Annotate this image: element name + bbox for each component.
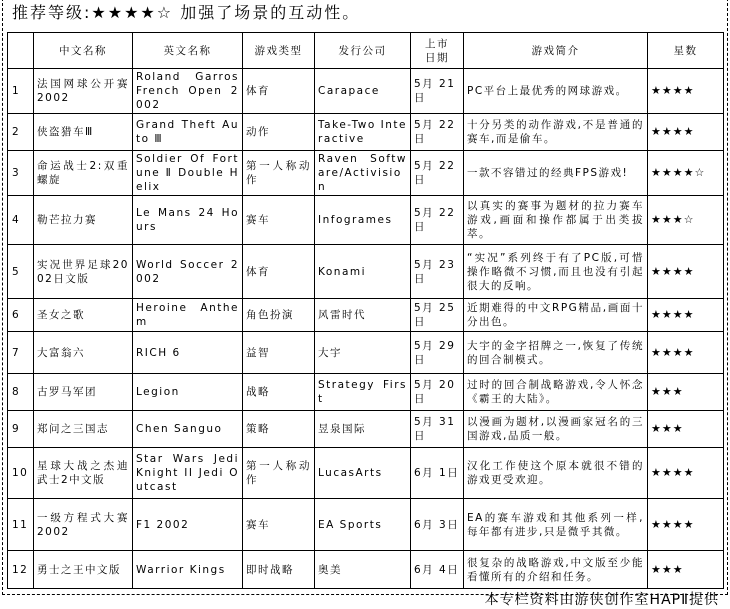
header-chinese-name: 中文名称	[34, 33, 133, 69]
release-date-cell: 5月 22日	[411, 151, 464, 196]
release-date-cell: 5月 22日	[411, 114, 464, 151]
description-cell: 过时的回合制战略游戏,令人怀念《霸王的大陆》。	[464, 374, 648, 411]
publisher-cell: 昱泉国际	[315, 411, 411, 448]
rating-cell: ★★★	[648, 551, 724, 589]
description-cell: 一款不容错过的经典FPS游戏!	[464, 151, 648, 196]
chinese-name-cell: 法国网球公开赛2002	[34, 69, 133, 114]
table-row	[8, 448, 724, 499]
header-release-date: 上市日期	[411, 33, 464, 69]
english-name-cell: Heroine Anthem	[133, 299, 243, 332]
english-name-cell: Grand Theft Auto Ⅲ	[133, 114, 243, 151]
table-row	[8, 411, 724, 448]
publisher-cell: 奥美	[315, 551, 411, 589]
chinese-name-cell: 勇士之王中文版	[34, 551, 133, 589]
rating-cell: ★★★★	[648, 332, 724, 374]
release-date-cell: 5月 25日	[411, 299, 464, 332]
genre-cell: 第一人称动作	[243, 448, 315, 499]
chinese-name-cell: 大富翁六	[34, 332, 133, 374]
rating-cell: ★★★★	[648, 114, 724, 151]
chinese-name-cell: 勒芒拉力赛	[34, 196, 133, 245]
chinese-name-cell: 命运战士2:双重螺旋	[34, 151, 133, 196]
row-index-cell: 4	[8, 196, 34, 245]
description-cell: “实况”系列终于有了PC版,可惜操作略微不习惯,而且也没有引起很大的反响。	[464, 245, 648, 299]
header-genre: 游戏类型	[243, 33, 315, 69]
release-date-cell: 6月 4日	[411, 551, 464, 589]
genre-cell: 动作	[243, 114, 315, 151]
table-row	[8, 69, 724, 114]
table-row	[8, 114, 724, 151]
description-cell: 以真实的赛事为题材的拉力赛车游戏,画面和操作都属于出类拔萃。	[464, 196, 648, 245]
release-date-cell: 5月 29日	[411, 332, 464, 374]
description-cell: 以漫画为题材,以漫画家冠名的三国游戏,品质一般。	[464, 411, 648, 448]
english-name-cell: F1 2002	[133, 499, 243, 551]
description-cell: 汉化工作使这个原本就很不错的游戏更受欢迎。	[464, 448, 648, 499]
english-name-cell: Legion	[133, 374, 243, 411]
table-row	[8, 332, 724, 374]
release-date-cell: 5月 21日	[411, 69, 464, 114]
publisher-cell: Strategy First	[315, 374, 411, 411]
table-row	[8, 374, 724, 411]
english-name-cell: World Soccer 2002	[133, 245, 243, 299]
row-index-cell: 7	[8, 332, 34, 374]
chinese-name-cell: 实况世界足球2002日文版	[34, 245, 133, 299]
publisher-cell: Infogrames	[315, 196, 411, 245]
row-index-cell: 5	[8, 245, 34, 299]
description-cell: 近期难得的中文RPG精品,画面十分出色。	[464, 299, 648, 332]
release-date-cell: 6月 1日	[411, 448, 464, 499]
chinese-name-cell: 郑问之三国志	[34, 411, 133, 448]
genre-cell: 策略	[243, 411, 315, 448]
rating-cell: ★★★	[648, 374, 724, 411]
genre-cell: 体育	[243, 69, 315, 114]
row-index-cell: 10	[8, 448, 34, 499]
genre-cell: 体育	[243, 245, 315, 299]
header-rating: 星数	[648, 33, 724, 69]
genre-cell: 战略	[243, 374, 315, 411]
table-header-row	[8, 33, 724, 69]
chinese-name-cell: 侠盗猎车Ⅲ	[34, 114, 133, 151]
publisher-cell: 大宇	[315, 332, 411, 374]
chinese-name-cell: 星球大战之杰迪武士2中文版	[34, 448, 133, 499]
publisher-cell: EA Sports	[315, 499, 411, 551]
english-name-cell: Le Mans 24 Hours	[133, 196, 243, 245]
chinese-name-cell: 古罗马军团	[34, 374, 133, 411]
genre-cell: 赛车	[243, 196, 315, 245]
row-index-cell: 6	[8, 299, 34, 332]
chinese-name-cell: 圣女之歌	[34, 299, 133, 332]
rating-cell: ★★★	[648, 411, 724, 448]
row-index-cell: 3	[8, 151, 34, 196]
rating-cell: ★★★★	[648, 245, 724, 299]
row-index-cell: 12	[8, 551, 34, 589]
header-publisher: 发行公司	[315, 33, 411, 69]
game-release-table	[7, 32, 724, 589]
recommendation-title: 推荐等级:★★★★☆ 加强了场景的互动性。	[12, 3, 361, 22]
release-date-cell: 5月 23日	[411, 245, 464, 299]
english-name-cell: Roland Garros French Open 2002	[133, 69, 243, 114]
content-area	[7, 32, 723, 609]
genre-cell: 即时战略	[243, 551, 315, 589]
row-index-cell: 11	[8, 499, 34, 551]
table-row	[8, 551, 724, 589]
table-row	[8, 151, 724, 196]
header-english-name: 英文名称	[133, 33, 243, 69]
row-index-cell: 1	[8, 69, 34, 114]
english-name-cell: Chen Sanguo	[133, 411, 243, 448]
rating-cell: ★★★★	[648, 448, 724, 499]
english-name-cell: RICH 6	[133, 332, 243, 374]
rating-cell: ★★★★	[648, 69, 724, 114]
description-cell: 很复杂的战略游戏,中文版至少能看懂所有的介绍和任务。	[464, 551, 648, 589]
row-index-cell: 8	[8, 374, 34, 411]
genre-cell: 角色扮演	[243, 299, 315, 332]
rating-cell: ★★★★	[648, 299, 724, 332]
publisher-cell: 风雷时代	[315, 299, 411, 332]
publisher-cell: Konami	[315, 245, 411, 299]
english-name-cell: Soldier Of Fortune Ⅱ Double Helix	[133, 151, 243, 196]
description-cell: 十分另类的动作游戏,不是普通的赛车,而是偷车。	[464, 114, 648, 151]
genre-cell: 益智	[243, 332, 315, 374]
genre-cell: 第一人称动作	[243, 151, 315, 196]
english-name-cell: Star Wars Jedi Knight II Jedi Outcast	[133, 448, 243, 499]
row-index-cell: 9	[8, 411, 34, 448]
table-row	[8, 196, 724, 245]
footer-credit: 本专栏资料由游侠创作室HAPⅡ提供	[484, 592, 719, 608]
genre-cell: 赛车	[243, 499, 315, 551]
header-description: 游戏简介	[464, 33, 648, 69]
rating-cell: ★★★★☆	[648, 151, 724, 196]
english-name-cell: Warrior Kings	[133, 551, 243, 589]
header-index	[8, 33, 34, 69]
publisher-cell: Carapace	[315, 69, 411, 114]
table-row	[8, 499, 724, 551]
rating-cell: ★★★☆	[648, 196, 724, 245]
release-date-cell: 5月 20日	[411, 374, 464, 411]
table-row	[8, 299, 724, 332]
row-index-cell: 2	[8, 114, 34, 151]
description-cell: 大宇的金字招牌之一,恢复了传统的回合制模式。	[464, 332, 648, 374]
table-row	[8, 245, 724, 299]
publisher-cell: Take-Two Interactive	[315, 114, 411, 151]
release-date-cell: 5月 22日	[411, 196, 464, 245]
release-date-cell: 6月 3日	[411, 499, 464, 551]
chinese-name-cell: 一级方程式大赛2002	[34, 499, 133, 551]
description-cell: PC平台上最优秀的网球游戏。	[464, 69, 648, 114]
description-cell: EA的赛车游戏和其他系列一样,每年都有进步,只是微乎其微。	[464, 499, 648, 551]
publisher-cell: LucasArts	[315, 448, 411, 499]
release-date-cell: 5月 31日	[411, 411, 464, 448]
rating-cell: ★★★★	[648, 499, 724, 551]
publisher-cell: Raven Software/Activision	[315, 151, 411, 196]
